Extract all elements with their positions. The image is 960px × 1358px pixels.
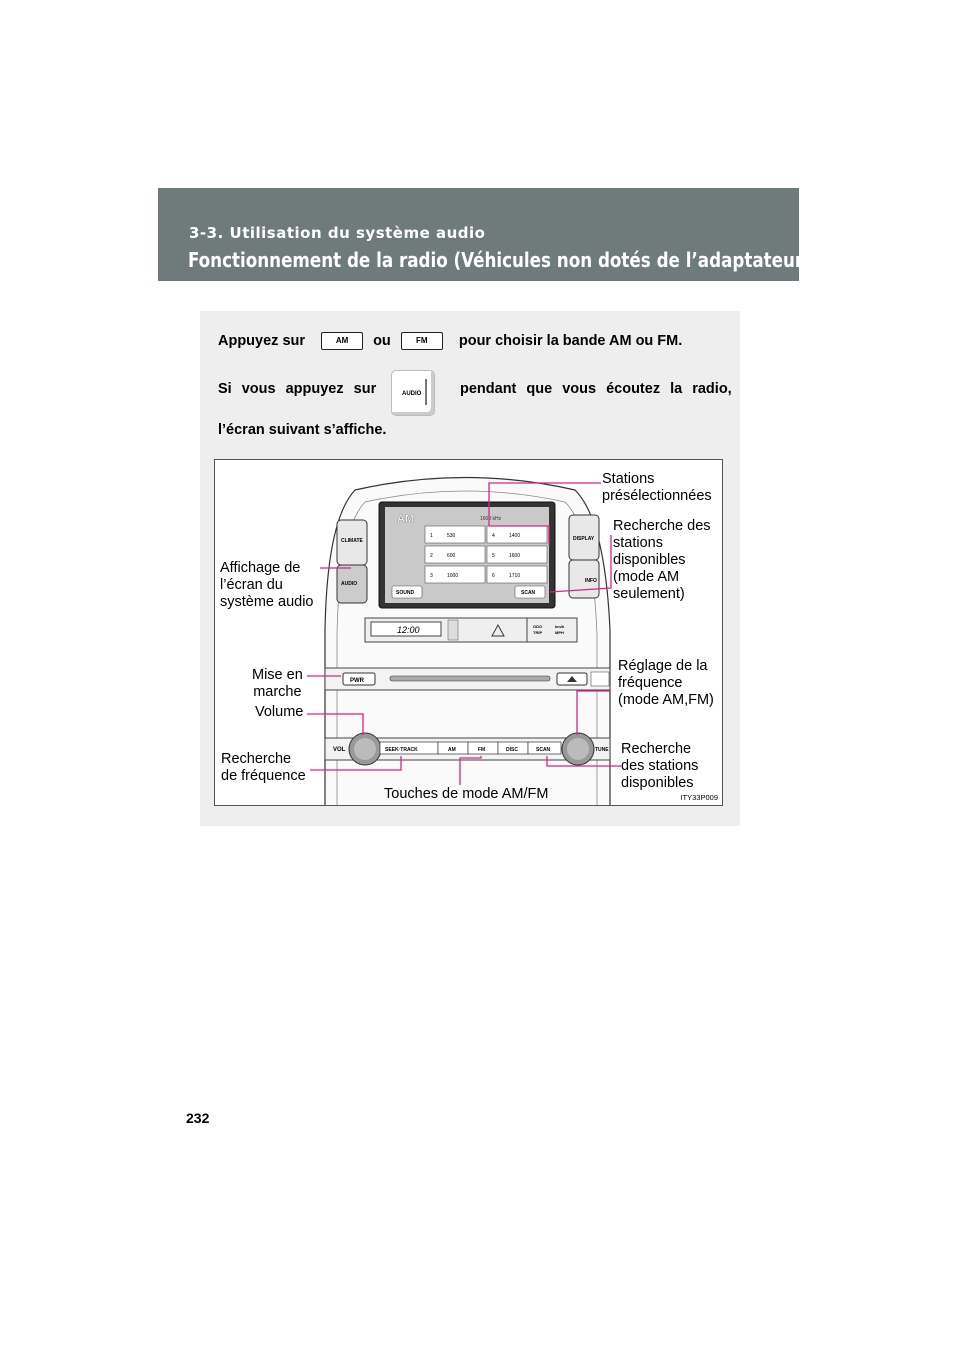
audio-button-label: AUDIO [341,581,358,587]
scan-screen-button-label: SCAN [521,590,536,596]
clock-display: 12:00 [397,625,420,635]
screen-frequency: 1600 kHz [480,516,502,522]
preset-1-freq: 530 [447,533,456,539]
preset-5: 5 [492,553,495,559]
label-audio-screen [220,560,314,611]
label-line: présélectionnées [602,488,712,504]
display-button-label: DISPLAY [573,536,595,542]
label-power [252,667,303,701]
label-line: disponibles [613,552,686,568]
audio-key-icon [391,370,435,416]
preset-2-freq: 600 [447,553,456,559]
text: ou [373,332,391,349]
preset-3: 3 [430,573,433,579]
figure-code: ITY33P009 [680,793,718,802]
label-seek [221,751,306,785]
radio-figure [214,459,723,806]
instruction-line-2 [218,381,732,397]
info-button-label: INFO [585,578,597,584]
label-scan [621,741,698,792]
label-line: marche [253,684,302,700]
label-presets [602,471,712,505]
climate-button-label: CLIMATE [341,538,363,544]
preset-6-freq: 1710 [509,573,521,579]
label-line: Affichage de [220,560,301,576]
label-line: stations [613,535,663,551]
text: pour choisir la bande AM ou FM. [458,332,683,349]
preset-2: 2 [430,553,433,559]
screen-band: AM [397,513,415,525]
label-line: l’écran du [220,577,283,593]
vol-label: VOL [333,747,346,753]
audio-key-label: AUDIO [402,391,422,397]
label-tune [618,658,714,709]
label-mode-buttons: Touches de mode AM/FM [384,786,549,802]
pwr-button-label: PWR [350,678,364,684]
page-number: 232 [186,1110,210,1126]
label-line: système audio [220,594,314,610]
preset-1: 1 [430,533,433,539]
fm-key-icon: FM [401,332,443,350]
text: pendant que vous écoutez la radio, [460,381,732,397]
preset-5-freq: 1600 [509,553,521,559]
label-line: (mode AM,FM) [618,692,714,708]
odo-label: ODO [533,624,543,629]
section-header [158,188,856,281]
label-line: Recherche des [613,518,711,534]
sound-button-label: SOUND [396,590,415,596]
tune-label: TUNE [595,747,609,753]
label-line: Recherche [621,741,692,757]
label-line: Recherche [221,751,292,767]
preset-4-freq: 1400 [509,533,521,539]
label-line: Stations [602,471,655,487]
label-line: Mise en [252,667,303,683]
label-line: disponibles [621,775,694,791]
label-volume: Volume [255,704,304,720]
am-key-icon: AM [321,332,363,350]
label-line: de fréquence [221,768,306,784]
label-line: seulement) [613,586,685,602]
preset-4: 4 [492,533,495,539]
label-line: Réglage de la [618,658,708,674]
label-scan-am [613,518,711,603]
fm-button-label: FM [478,747,486,753]
page-title: Fonctionnement de la radio (Véhicules non dotés de l’adaptateur AUX) [188,248,856,272]
am-button-label: AM [448,747,456,753]
mph-label: MPH [555,630,564,635]
scan-button-label: SCAN [536,747,551,753]
text: Appuyez sur [218,332,306,349]
label-line: fréquence [618,675,683,691]
trip-label: TRIP [533,630,543,635]
preset-6: 6 [492,573,495,579]
label-line: (mode AM [613,569,680,585]
seek-track-label: SEEK·TRACK [385,747,418,753]
section-label: 3-3. Utilisation du système audio [189,224,486,242]
content-panel [200,311,740,826]
kmh-label: km/h [555,624,565,629]
instruction-line-3: l’écran suivant s’affiche. [218,422,387,438]
instruction-line-1 [218,332,682,350]
preset-3-freq: 1000 [447,573,459,579]
text: Si vous appuyez sur [218,381,377,397]
label-line: des stations [621,758,699,774]
disc-button-label: DISC [506,747,518,753]
